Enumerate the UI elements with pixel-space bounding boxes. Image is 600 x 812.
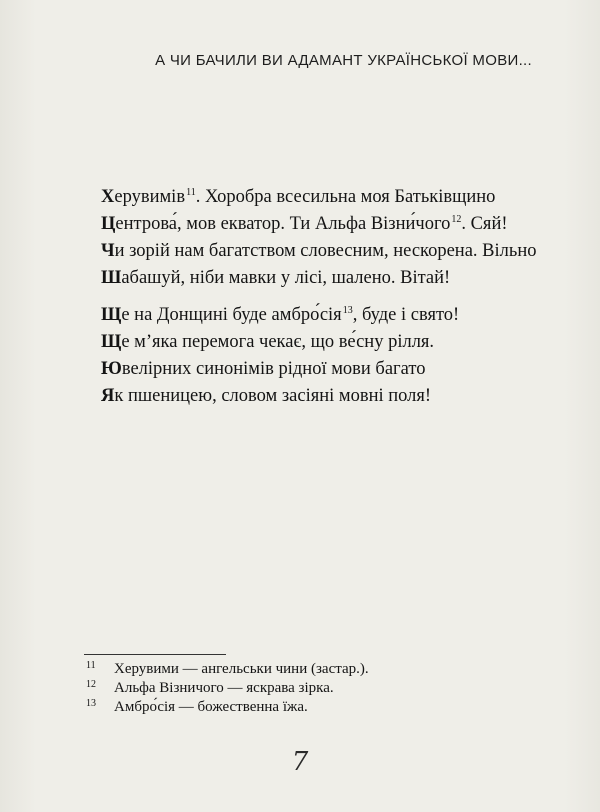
footnote	[86, 698, 369, 717]
footnote-number: 12	[86, 679, 96, 690]
poem-line	[101, 265, 536, 292]
running-head: А ЧИ БАЧИЛИ ВИ АДАМАНТ УКРАЇНСЬКОЇ МОВИ...	[155, 52, 532, 69]
line-text: ентрова́, мов екватор. Ти Альфа Візни́чого	[115, 214, 451, 234]
line-text: к пшеницею, словом засіяні мовні поля!	[114, 386, 432, 406]
footnote-text: Амбро́сія — божественна їжа.	[114, 699, 308, 715]
line-initial: Ш	[101, 268, 122, 288]
line-initial: Ч	[101, 241, 115, 261]
line-initial: Щ	[101, 305, 122, 325]
line-initial: Щ	[101, 332, 122, 352]
line-text: и зорій нам багатством словесним, нескорена. Вільно	[114, 241, 537, 261]
footnote-divider	[84, 654, 226, 655]
poem-line	[101, 302, 459, 329]
line-text: велірних синонімів рідної мови багато	[121, 359, 426, 379]
line-initial: Ю	[101, 359, 122, 379]
line-text-after: . Сяй!	[461, 214, 508, 234]
line-text: ерувимів	[114, 187, 186, 207]
line-initial: Я	[101, 386, 115, 406]
footnotes	[86, 660, 369, 717]
poem-line	[101, 211, 536, 238]
line-text-after: , буде і свято!	[352, 305, 460, 325]
line-text: е м’яка перемога чекає, що ве́сну рілля.	[121, 332, 435, 352]
poem-line	[101, 329, 459, 356]
poem-line	[101, 238, 536, 265]
footnote-ref: 11	[186, 187, 196, 198]
poem-line	[101, 184, 536, 211]
footnote	[86, 679, 369, 698]
footnote	[86, 660, 369, 679]
line-initial: Х	[101, 187, 115, 207]
line-text-after: . Хоробра всесильна моя Батьківщино	[195, 187, 496, 207]
poem-line	[101, 383, 459, 410]
footnote-text: Альфа Візничого — яскрава зірка.	[114, 680, 334, 696]
footnote-ref: 12	[451, 214, 462, 225]
footnote-ref: 13	[342, 305, 353, 316]
poem-stanza-1	[101, 184, 536, 292]
poem-stanza-2	[101, 302, 459, 410]
page-number: 7	[291, 747, 309, 777]
line-text: абашуй, ніби мавки у лісі, шалено. Вітай!	[121, 268, 451, 288]
line-text: е на Донщині буде амбро́сія	[121, 305, 342, 325]
footnote-text: Херувими — ангельськи чини (застар.).	[114, 661, 369, 677]
line-initial: Ц	[101, 214, 116, 234]
footnote-number: 13	[86, 698, 96, 709]
poem-line	[101, 356, 459, 383]
footnote-number: 11	[86, 660, 96, 671]
